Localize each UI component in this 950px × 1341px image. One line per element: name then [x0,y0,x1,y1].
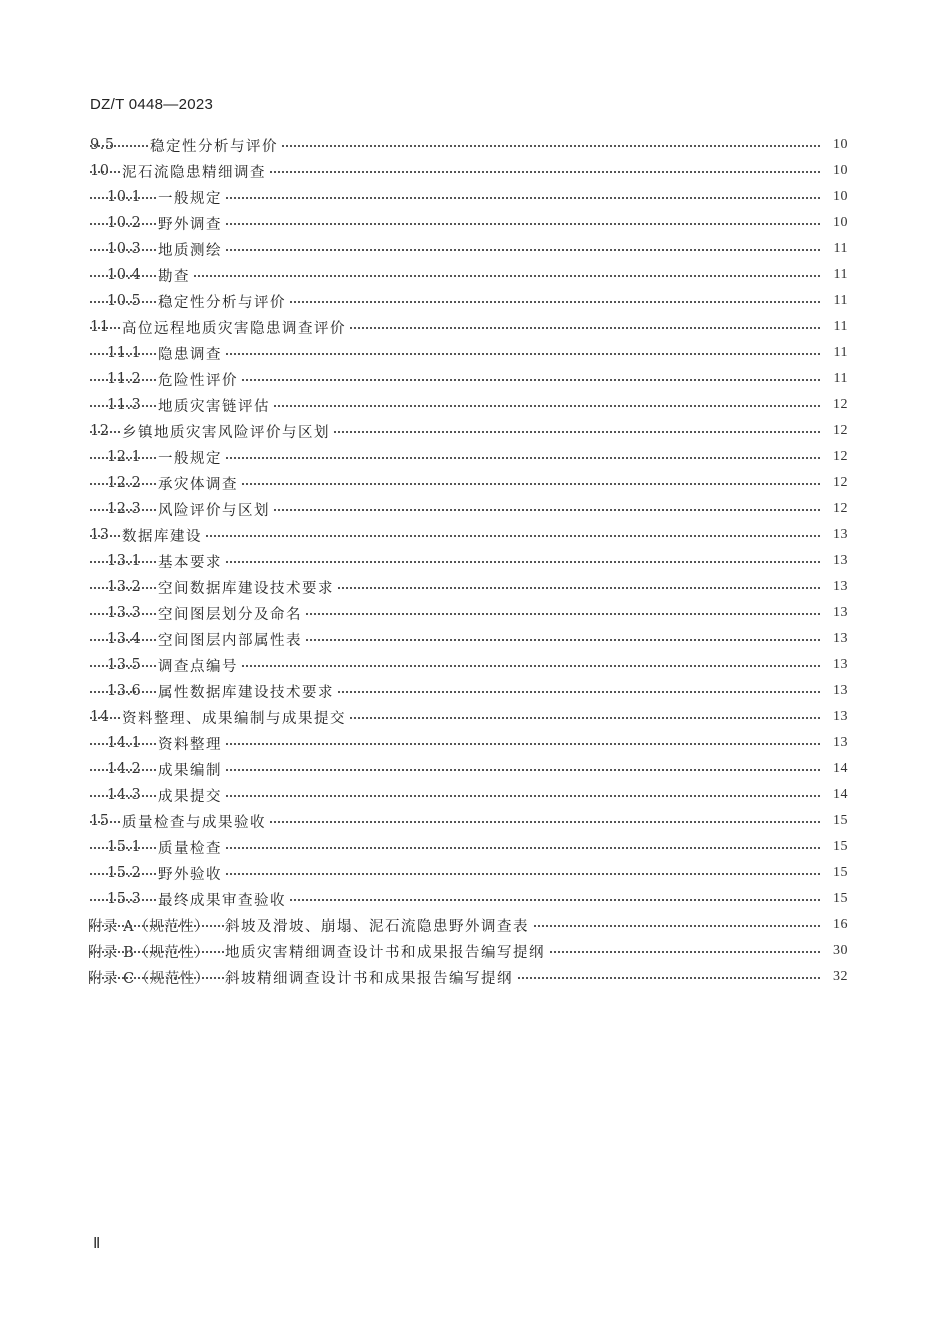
toc-entry-page: 15 [833,891,848,906]
toc-entry[interactable] [0,886,950,912]
toc-entry-title: 属性数据库建设技术要求 [158,681,338,702]
toc-entry[interactable] [0,444,950,470]
toc-entry-title: 空间图层内部属性表 [158,629,306,650]
toc-entry-number: 15 [90,813,110,829]
toc-entry-title: 数据库建设 [122,525,206,546]
toc-entry-number: 10.4 [107,267,142,283]
toc-entry-page: 11 [833,371,848,386]
toc-entry-title: 斜坡及滑坡、崩塌、泥石流隐患野外调查表 [225,915,533,936]
toc-entry-title: 地质测绘 [158,239,226,260]
toc-entry[interactable] [0,496,950,522]
toc-entry-title: 地质灾害精细调查设计书和成果报告编写提纲 [225,941,549,962]
toc-entry-title: 承灾体调查 [158,473,242,494]
toc-entry-number: 13.5 [107,657,142,673]
toc-entry-number: 12.3 [107,501,142,517]
toc-entry[interactable] [0,158,950,184]
toc-entry[interactable] [0,314,950,340]
toc-entry-page: 13 [833,527,848,542]
toc-entry-number: 15.1 [107,839,142,855]
toc-entry-page: 13 [833,709,848,724]
toc-entry-title: 乡镇地质灾害风险评价与区划 [122,421,334,442]
toc-entry-page: 13 [833,605,848,620]
toc-entry[interactable] [0,730,950,756]
toc-entry-page: 32 [833,969,848,984]
toc-entry-page: 11 [833,293,848,308]
toc-entry-number: 附录 C（规范性） [88,970,210,987]
table-of-contents [0,132,950,990]
toc-entry[interactable] [0,210,950,236]
toc-entry-number: 10 [90,163,110,179]
toc-entry[interactable] [0,340,950,366]
toc-entry-title: 成果编制 [158,759,226,780]
toc-entry[interactable] [0,652,950,678]
toc-entry-number: 13.3 [107,605,142,621]
toc-entry-page: 12 [833,501,848,516]
toc-entry-title: 地质灾害链评估 [158,395,274,416]
toc-entry-number: 13.6 [107,683,142,699]
toc-entry-number: 12.1 [107,449,142,465]
toc-entry-title: 野外验收 [158,863,226,884]
toc-entry-title: 勘查 [158,265,194,286]
toc-entry[interactable] [0,782,950,808]
toc-entry-page: 15 [833,839,848,854]
toc-entry-number: 附录 A（规范性） [88,918,210,935]
toc-entry-title: 成果提交 [158,785,226,806]
toc-entry[interactable] [0,756,950,782]
toc-entry-page: 15 [833,865,848,880]
toc-entry-number: 12.2 [107,475,142,491]
toc-entry[interactable] [0,262,950,288]
toc-entry-page: 12 [833,449,848,464]
toc-entry-number: 10.3 [107,241,142,257]
toc-entry-page: 13 [833,631,848,646]
toc-entry-page: 12 [833,423,848,438]
toc-entry-number: 10.5 [107,293,142,309]
toc-entry-page: 13 [833,579,848,594]
toc-entry-number: 11 [90,319,110,335]
toc-entry[interactable] [0,964,950,990]
toc-entry-page: 16 [833,917,848,932]
toc-entry-page: 12 [833,397,848,412]
toc-entry-page: 15 [833,813,848,828]
toc-entry-number: 14.2 [107,761,142,777]
toc-entry-number: 12 [90,423,110,439]
toc-entry-title: 危险性评价 [158,369,242,390]
toc-entry[interactable] [0,366,950,392]
toc-entry-title: 调查点编号 [158,655,242,676]
toc-entry[interactable] [0,184,950,210]
toc-entry[interactable] [0,132,950,158]
toc-entry-page: 10 [833,163,848,178]
toc-entry-title: 泥石流隐患精细调查 [122,161,270,182]
toc-entry[interactable] [0,600,950,626]
toc-entry[interactable] [0,678,950,704]
toc-entry-page: 11 [833,345,848,360]
toc-entry-title: 高位远程地质灾害隐患调查评价 [122,317,350,338]
toc-entry-title: 一般规定 [158,187,226,208]
toc-entry-number: 15.2 [107,865,142,881]
toc-entry[interactable] [0,288,950,314]
toc-entry[interactable] [0,418,950,444]
toc-entry-number: 附录 B（规范性） [88,944,210,961]
toc-entry-title: 质量检查 [158,837,226,858]
toc-entry-page: 13 [833,683,848,698]
toc-entry-page: 10 [833,215,848,230]
document-code-header: DZ/T 0448—2023 [90,96,214,113]
toc-entry[interactable] [0,938,950,964]
toc-entry-page: 14 [833,787,848,802]
toc-entry-number: 13.1 [107,553,142,569]
toc-entry-page: 13 [833,553,848,568]
toc-entry-number: 9.5 [90,137,115,153]
toc-entry[interactable] [0,808,950,834]
toc-entry-title: 质量检查与成果验收 [122,811,270,832]
toc-entry-title: 稳定性分析与评价 [158,291,290,312]
toc-entry-number: 11.1 [107,345,142,361]
toc-entry-page: 12 [833,475,848,490]
toc-entry-page: 30 [833,943,848,958]
toc-entry-title: 最终成果审查验收 [158,889,290,910]
toc-entry-page: 11 [833,319,848,334]
toc-entry-page: 11 [833,267,848,282]
toc-entry[interactable] [0,548,950,574]
toc-entry[interactable] [0,626,950,652]
toc-entry-title: 基本要求 [158,551,226,572]
toc-entry[interactable] [0,392,950,418]
toc-leader-dots [90,275,820,277]
toc-entry[interactable] [0,574,950,600]
toc-entry-number: 11.2 [107,371,142,387]
toc-entry-title: 资料整理、成果编制与成果提交 [122,707,350,728]
toc-entry-number: 13.2 [107,579,142,595]
toc-entry-number: 14.3 [107,787,142,803]
toc-entry-page: 13 [833,657,848,672]
toc-entry-page: 10 [833,137,848,152]
toc-entry[interactable] [0,522,950,548]
toc-entry-number: 11.3 [107,397,142,413]
toc-entry-title: 资料整理 [158,733,226,754]
toc-entry-number: 15.3 [107,891,142,907]
toc-entry-page: 14 [833,761,848,776]
toc-entry-number: 14 [90,709,110,725]
toc-entry[interactable] [0,470,950,496]
toc-entry-number: 10.1 [107,189,142,205]
toc-entry-title: 稳定性分析与评价 [150,135,282,156]
toc-entry-title: 隐患调查 [158,343,226,364]
toc-entry-title: 空间图层划分及命名 [158,603,306,624]
toc-entry-title: 斜坡精细调查设计书和成果报告编写提纲 [225,967,517,988]
toc-entry-title: 野外调查 [158,213,226,234]
toc-entry-page: 10 [833,189,848,204]
toc-entry-page: 13 [833,735,848,750]
toc-entry-title: 一般规定 [158,447,226,468]
toc-entry[interactable] [0,236,950,262]
toc-entry-number: 13 [90,527,110,543]
toc-entry-title: 空间数据库建设技术要求 [158,577,338,598]
toc-entry-number: 14.1 [107,735,142,751]
toc-entry[interactable] [0,834,950,860]
page-number: Ⅱ [93,1236,101,1252]
toc-entry[interactable] [0,704,950,730]
toc-entry-title: 风险评价与区划 [158,499,274,520]
toc-entry[interactable] [0,860,950,886]
toc-entry-number: 10.2 [107,215,142,231]
toc-entry-number: 13.4 [107,631,142,647]
toc-entry[interactable] [0,912,950,938]
toc-entry-page: 11 [833,241,848,256]
